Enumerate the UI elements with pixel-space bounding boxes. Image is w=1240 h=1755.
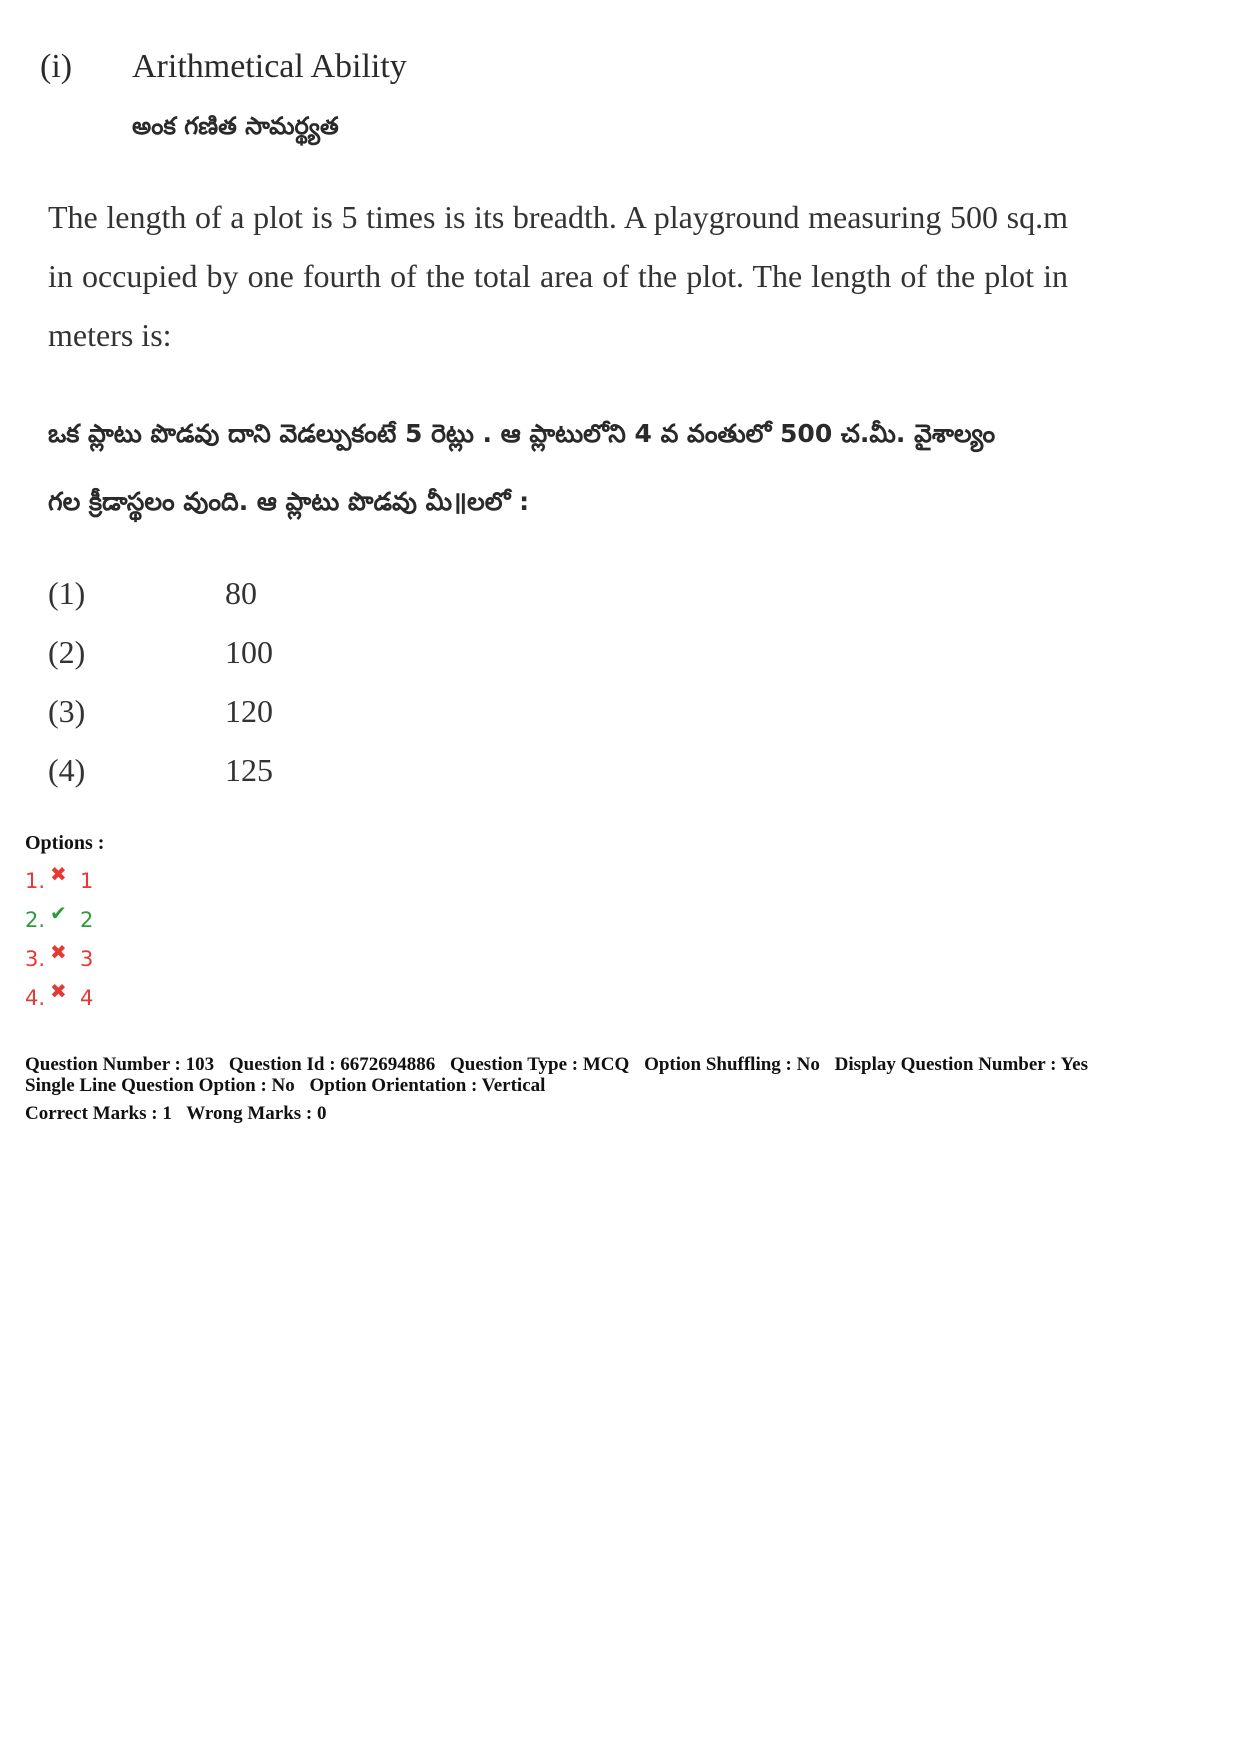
question-telugu-line-1: ఒక ప్లాటు పొడవు దాని వెడల్పుకంటే 5 రెట్లు . ఆ ప్లాటులోని 4 వ వంతులో 500 చ.మీ. వైశాల్యం <box>48 419 996 448</box>
answer-choice <box>48 693 548 752</box>
section-heading <box>40 48 740 86</box>
options-title: Options : <box>25 832 105 854</box>
metadata-line-2 <box>25 1075 1225 1096</box>
choice-number: (4) <box>48 752 86 788</box>
option-index: 1. <box>25 868 46 893</box>
option-index: 3. <box>25 946 46 971</box>
single-line-option: Single Line Question Option : No <box>25 1075 295 1096</box>
option-value: 4 <box>80 985 94 1010</box>
option-shuffling: Option Shuffling : No <box>644 1054 820 1075</box>
option-row <box>25 978 625 1017</box>
answer-choices <box>48 575 548 811</box>
option-orientation: Option Orientation : Vertical <box>309 1075 546 1096</box>
choice-number: (3) <box>48 693 86 729</box>
option-index: 4. <box>25 985 46 1010</box>
option-row <box>25 939 625 978</box>
answer-choice <box>48 752 548 811</box>
cross-icon: ✖ <box>50 978 67 1003</box>
choice-value: 120 <box>225 693 273 729</box>
option-row <box>25 900 625 939</box>
question-metadata <box>25 1054 1225 1124</box>
question-telugu-line-2: గల క్రీడాస్థలం వుంది. ఆ ప్లాటు పొడవు మీ॥లలో : <box>48 487 530 516</box>
choice-value: 100 <box>225 634 273 670</box>
choice-value: 125 <box>225 752 273 788</box>
option-index: 2. <box>25 907 46 932</box>
section-title-telugu: అంక గణిత సామర్థ్యత <box>132 112 339 140</box>
choice-number: (2) <box>48 634 86 670</box>
option-value: 2 <box>80 907 94 932</box>
metadata-line-3 <box>25 1103 1225 1124</box>
check-icon: ✔ <box>50 900 67 925</box>
section-title: Arithmetical Ability <box>132 48 407 85</box>
cross-icon: ✖ <box>50 861 67 886</box>
wrong-marks: Wrong Marks : 0 <box>186 1103 327 1124</box>
question-text-english: The length of a plot is 5 times is its breadth. A playground measuring 500 sq.m in occupied by one fourth of the total area of the plot. The length of the plot in meters is: <box>48 199 1068 353</box>
question-number: Question Number : 103 <box>25 1054 215 1075</box>
choice-number: (1) <box>48 575 86 611</box>
option-value: 3 <box>80 946 94 971</box>
section-number: (i) <box>40 48 73 85</box>
options-list <box>25 832 625 1017</box>
correct-marks: Correct Marks : 1 <box>25 1103 172 1124</box>
question-text-telugu <box>48 400 1068 536</box>
question-id: Question Id : 6672694886 <box>228 1054 436 1075</box>
question-image <box>40 40 1080 810</box>
question-type: Question Type : MCQ <box>450 1054 630 1075</box>
answer-choice <box>48 634 548 693</box>
metadata-line-1 <box>25 1054 1225 1075</box>
display-question-number: Display Question Number : Yes <box>834 1054 1088 1075</box>
cross-icon: ✖ <box>50 939 67 964</box>
option-value: 1 <box>80 868 94 893</box>
answer-choice <box>48 575 548 634</box>
choice-value: 80 <box>225 575 257 611</box>
option-row <box>25 861 625 900</box>
